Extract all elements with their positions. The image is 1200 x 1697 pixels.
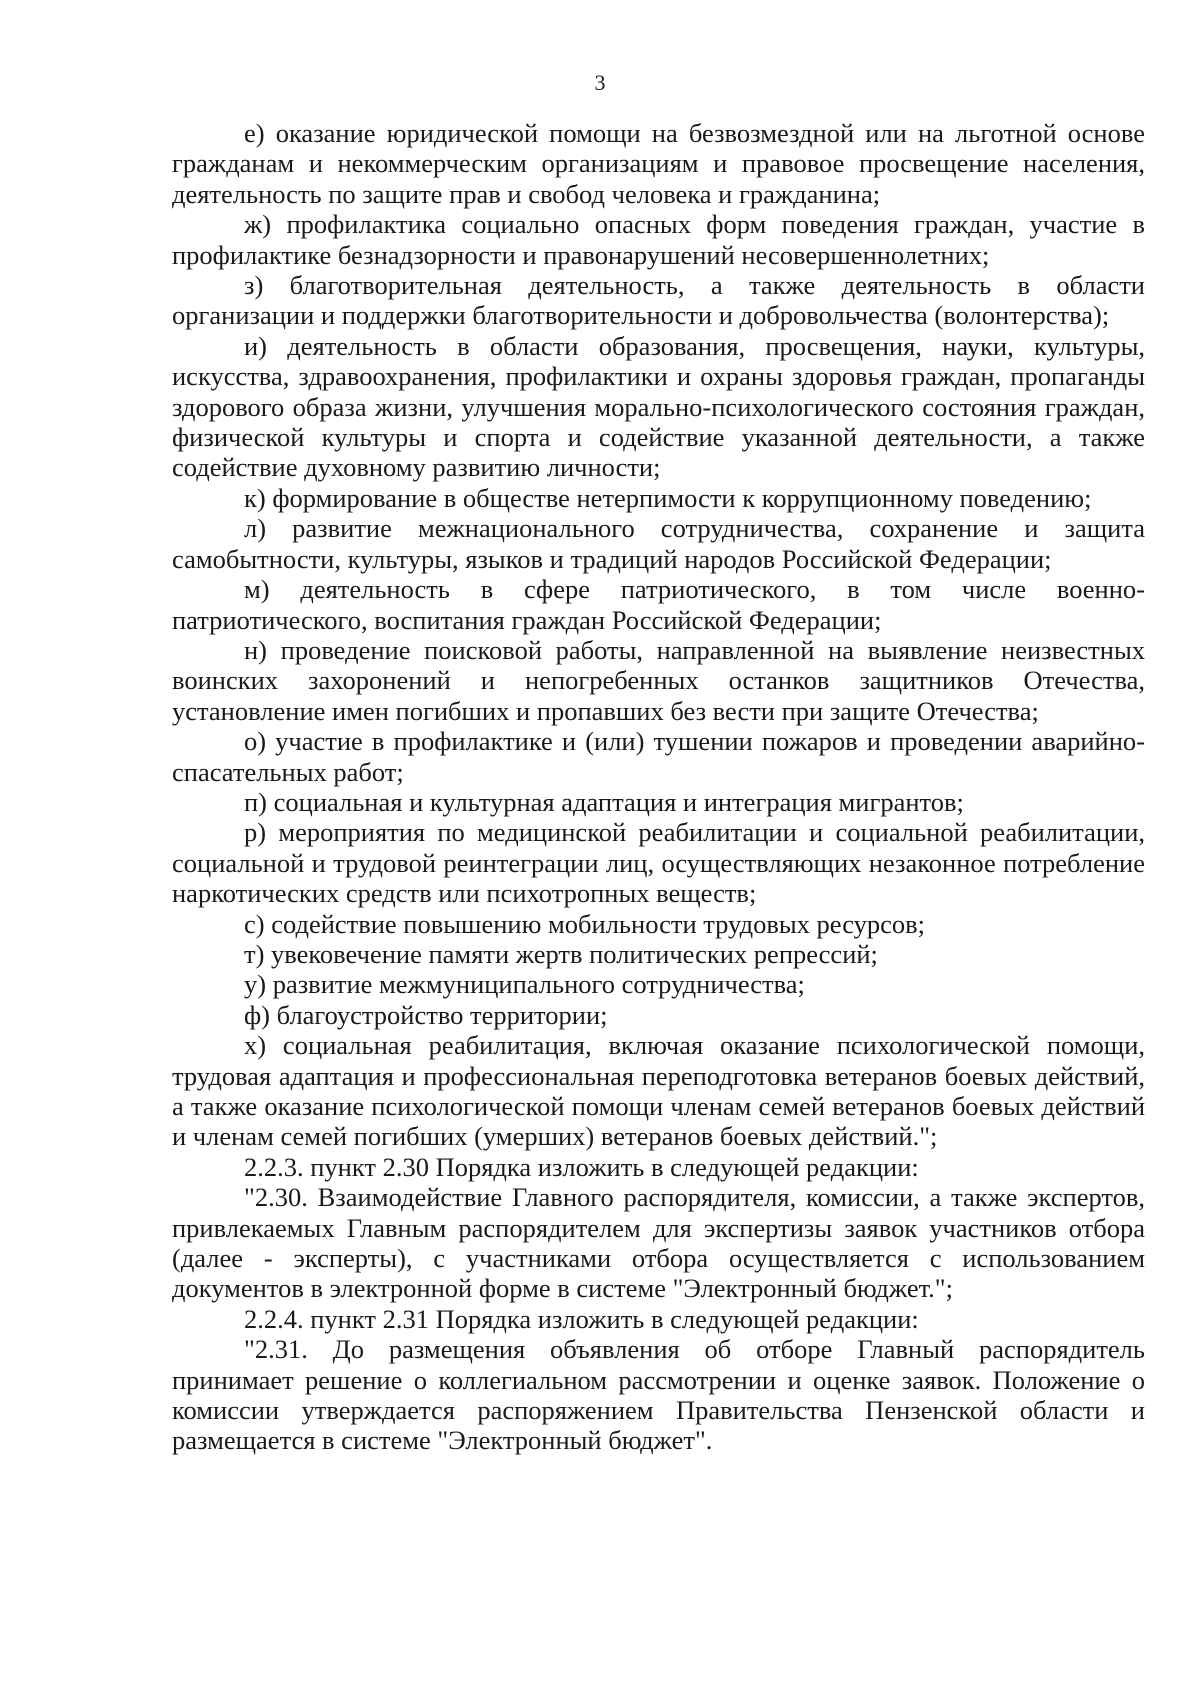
clause-2-31-text: "2.31. До размещения объявления об отборе Главный распорядитель принимает решение о коллегиальном рассмотрении и оценке заявок. Положение о комиссии утверждается распоряжением Правительства Пензенской области и размещается в системе "Электронный бюджет". <box>172 1334 1145 1456</box>
paragraph-item-f: ф) благоустройство территории; <box>244 999 608 1030</box>
clause-2-2-4-heading: 2.2.4. пункт 2.31 Порядка изложить в следующей редакции: <box>244 1303 919 1334</box>
paragraph-item-s: с) содействие повышению мобильности трудовых ресурсов; <box>244 908 926 939</box>
page-number: 3 <box>594 70 606 95</box>
paragraph-item-p: п) социальная и культурная адаптация и интеграция мигрантов; <box>244 786 964 817</box>
paragraph-item-o: о) участие в профилактике и (или) тушении пожаров и проведении аварийно-спасательных работ; <box>172 726 1145 787</box>
paragraph-item-u: у) развитие межмуниципального сотрудничества; <box>244 969 805 1000</box>
paragraph-item-e: е) оказание юридической помощи на безвозмездной или на льготной основе гражданам и некоммерческим организациям и правовое просвещение населения, деятельность по защите прав и свобод человека и гражданина; <box>172 118 1145 209</box>
paragraph-item-n: н) проведение поисковой работы, направленной на выявление неизвестных воинских захоронений и непогребенных останков защитников Отечества, установление имен погибших и пропавших без вести при защите Отечества; <box>172 634 1145 726</box>
paragraph-item-i: и) деятельность в области образования, просвещения, науки, культуры, искусства, здравоохранения, профилактики и охраны здоровья граждан, пропаганды здорового образа жизни, улучшения морально-психологического состояния граждан, физической культуры и спорта и содействие указанной деятельности, а также содействие духовному развитию личности; <box>172 330 1145 483</box>
paragraph-item-t: т) увековечение памяти жертв политических репрессий; <box>244 938 878 969</box>
clause-2-2-3-heading: 2.2.3. пункт 2.30 Порядка изложить в следующей редакции: <box>244 1151 919 1182</box>
paragraph-item-kh: х) социальная реабилитация, включая оказание психологической помощи, трудовая адаптация и профессиональная переподготовка ветеранов боевых действий, а также оказание психологической помощи членам семей ветеранов боевых действий и членам семей погибших (умерших) ветеранов боевых действий."; <box>172 1030 1145 1152</box>
paragraph-item-l: л) развитие межнационального сотрудничества, сохранение и защита самобытности, культуры, языков и традиций народов Российской Федерации; <box>172 513 1145 574</box>
paragraph-item-m: м) деятельность в сфере патриотического, в том числе военно-патриотического, воспитания граждан Российской Федерации; <box>172 574 1145 635</box>
paragraph-item-k: к) формирование в обществе нетерпимости к коррупционному поведению; <box>244 482 1092 513</box>
paragraph-item-z: з) благотворительная деятельность, а также деятельность в области организации и поддержки благотворительности и добровольчества (волонтерства); <box>172 270 1145 331</box>
paragraph-item-zh: ж) профилактика социально опасных форм поведения граждан, участие в профилактике безнадзорности и правонарушений несовершеннолетних; <box>172 209 1145 270</box>
document-body <box>172 118 1145 1456</box>
clause-2-30-text: "2.30. Взаимодействие Главного распорядителя, комиссии, а также экспертов, привлекаемых Главным распорядителем для экспертизы заявок участников отбора (далее - эксперты), с участниками отбора осуществляется с использованием документов в электронной форме в системе "Электронный бюджет."; <box>172 1182 1145 1304</box>
paragraph-item-r: р) мероприятия по медицинской реабилитации и социальной реабилитации, социальной и трудовой реинтеграции лиц, осуществляющих незаконное потребление наркотических средств или психотропных веществ; <box>172 817 1145 909</box>
